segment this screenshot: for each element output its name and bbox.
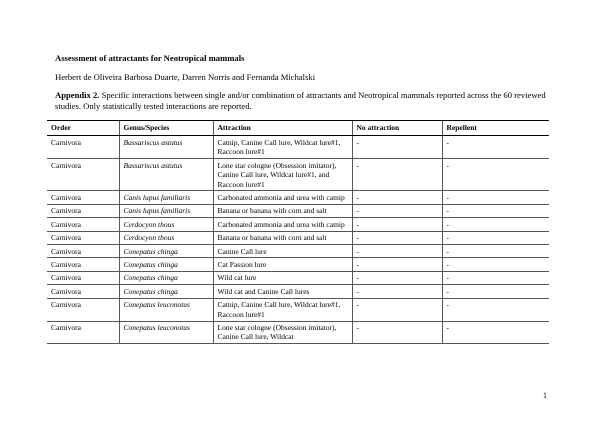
cell-repellent: -	[442, 321, 549, 344]
cell-attraction: Carbonated ammonia and urea with catnip	[213, 191, 352, 204]
cell-order: Carnivora	[47, 245, 119, 258]
cell-species: Conepatus chinga	[119, 258, 213, 271]
cell-repellent: -	[442, 245, 549, 258]
table-row	[47, 285, 549, 298]
cell-no-attraction: -	[352, 321, 442, 344]
cell-order: Carnivora	[47, 218, 119, 231]
cell-species: Conepatus chinga	[119, 285, 213, 298]
cell-attraction: Catnip, Canine Call lure, Wildcat lure#1, Raccoon lure#1	[213, 136, 352, 159]
authors-line: Herbert de Oliveira Barbosa Duarte, Darren Norris and Fernanda Michalski	[55, 72, 316, 82]
cell-repellent: -	[442, 298, 549, 321]
cell-order: Carnivora	[47, 159, 119, 191]
cell-no-attraction: -	[352, 271, 442, 284]
cell-no-attraction: -	[352, 245, 442, 258]
cell-no-attraction: -	[352, 231, 442, 244]
table-body	[47, 136, 549, 344]
cell-no-attraction: -	[352, 191, 442, 204]
cell-order: Carnivora	[47, 285, 119, 298]
header-repellent: Repellent	[442, 121, 549, 136]
cell-species: Canis lupus familiaris	[119, 204, 213, 217]
table-row	[47, 245, 549, 258]
cell-attraction: Banana or banana with corn and salt	[213, 204, 352, 217]
table-row	[47, 204, 549, 217]
cell-order: Carnivora	[47, 231, 119, 244]
cell-order: Carnivora	[47, 191, 119, 204]
cell-no-attraction: -	[352, 258, 442, 271]
cell-species: Conepatus leuconotus	[119, 321, 213, 344]
table-row	[47, 298, 549, 321]
table-caption	[55, 90, 550, 111]
cell-attraction: Lone star cologne (Obsession imitator), Canine Call lure, Wildcat lure#1, and Raccoon lure#1	[213, 159, 352, 191]
cell-repellent: -	[442, 285, 549, 298]
cell-species: Conepatus chinga	[119, 245, 213, 258]
cell-species: Canis lupus familiaris	[119, 191, 213, 204]
cell-no-attraction: -	[352, 298, 442, 321]
cell-species: Bassariscus astutus	[119, 159, 213, 191]
cell-repellent: -	[442, 136, 549, 159]
cell-order: Carnivora	[47, 271, 119, 284]
header-attraction: Attraction	[213, 121, 352, 136]
cell-attraction: Canine Call lure	[213, 245, 352, 258]
cell-repellent: -	[442, 258, 549, 271]
cell-repellent: -	[442, 191, 549, 204]
cell-repellent: -	[442, 218, 549, 231]
cell-species: Conepatus leuconotus	[119, 298, 213, 321]
cell-species: Conepatus chinga	[119, 271, 213, 284]
table-row	[47, 321, 549, 344]
caption-text: Specific interactions between single and/or combination of attractants and Neotropical mammals reported across the 60 reviewed studies. Only statistically tested interactions are reported.	[55, 90, 546, 111]
table-row	[47, 258, 549, 271]
interactions-table	[47, 120, 549, 344]
cell-no-attraction: -	[352, 159, 442, 191]
cell-no-attraction: -	[352, 218, 442, 231]
table-row	[47, 159, 549, 191]
cell-attraction: Carbonated ammonia and urea with catnip	[213, 218, 352, 231]
cell-order: Carnivora	[47, 204, 119, 217]
header-genus-species: Genus/Species	[119, 121, 213, 136]
cell-order: Carnivora	[47, 321, 119, 344]
cell-repellent: -	[442, 204, 549, 217]
cell-species: Bassariscus astutus	[119, 136, 213, 159]
table-header-row	[47, 121, 549, 136]
cell-repellent: -	[442, 159, 549, 191]
cell-species: Cerdocyon thous	[119, 231, 213, 244]
table-row	[47, 218, 549, 231]
table-row	[47, 191, 549, 204]
cell-order: Carnivora	[47, 136, 119, 159]
caption-label: Appendix 2.	[55, 90, 100, 100]
cell-attraction: Catnip, Canine Call lure, Wildcat lure#1, Raccoon lure#1	[213, 298, 352, 321]
cell-species: Cerdocyon thous	[119, 218, 213, 231]
document-title: Assessment of attractants for Neotropical mammals	[55, 53, 245, 63]
cell-attraction: Cat Passion lure	[213, 258, 352, 271]
cell-repellent: -	[442, 271, 549, 284]
cell-attraction: Wild cat lure	[213, 271, 352, 284]
cell-no-attraction: -	[352, 204, 442, 217]
header-no-attraction: No attraction	[352, 121, 442, 136]
cell-attraction: Wild cat and Canine Call lures	[213, 285, 352, 298]
cell-order: Carnivora	[47, 298, 119, 321]
cell-attraction: Banana or banana with corn and salt	[213, 231, 352, 244]
table-row	[47, 231, 549, 244]
page-number: 1	[543, 391, 547, 400]
cell-attraction: Lone star cologne (Obsession imitator), Canine Call lure, Wildcat	[213, 321, 352, 344]
table-row	[47, 136, 549, 159]
cell-no-attraction: -	[352, 136, 442, 159]
cell-no-attraction: -	[352, 285, 442, 298]
cell-repellent: -	[442, 231, 549, 244]
cell-order: Carnivora	[47, 258, 119, 271]
table-row	[47, 271, 549, 284]
header-order: Order	[47, 121, 119, 136]
